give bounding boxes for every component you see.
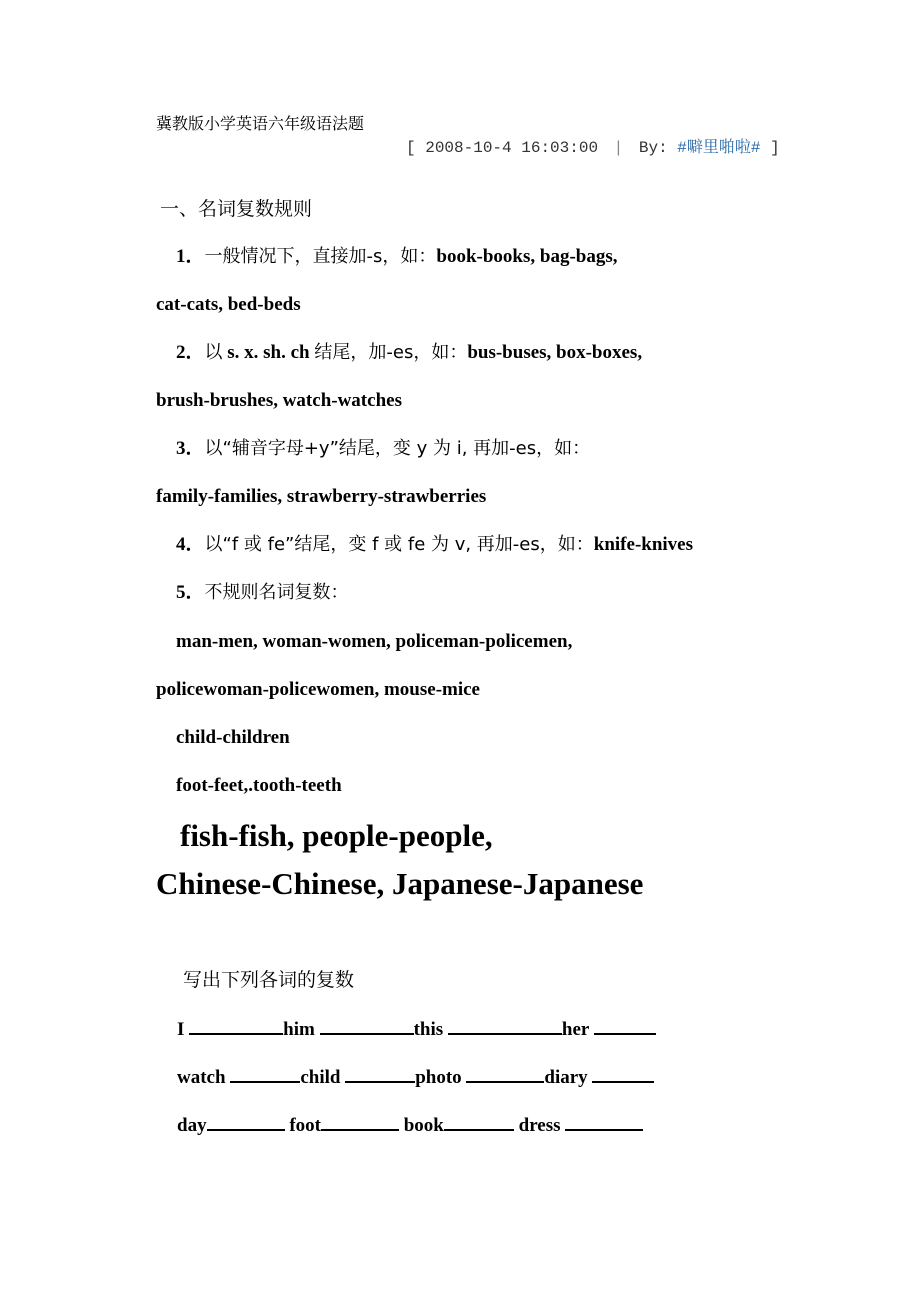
answer-blank[interactable] [466, 1064, 544, 1083]
exercise-word: watch [177, 1067, 226, 1088]
answer-blank[interactable] [320, 1016, 414, 1035]
exercise-word: foot [289, 1115, 321, 1136]
exercise-word: I [177, 1019, 185, 1040]
author-link[interactable]: #噼里啪啦# [677, 139, 761, 157]
meta-open-bracket: [ [406, 139, 416, 157]
exercise-row-1 [177, 1016, 656, 1042]
rule-letters: s. x. sh. ch [222, 342, 315, 363]
document-title: 冀教版小学英语六年级语法题 [156, 114, 365, 133]
by-label: By: [638, 139, 668, 157]
rule-examples: book-books, bag-bags, [436, 246, 618, 267]
unchanged-line: Chinese-Chinese, Japanese-Japanese [156, 866, 644, 901]
section-heading: 一、名词复数规则 [160, 198, 313, 220]
exercise-row-3 [177, 1112, 643, 1138]
meta-close-bracket: ] [770, 139, 780, 157]
answer-blank[interactable] [230, 1064, 300, 1083]
exercise-word: book [403, 1115, 444, 1136]
rule-text: 以“辅音字母+y”结尾，变 y 为 i, 再加-es，如： [204, 438, 591, 459]
rule-3 [176, 437, 590, 461]
exercise-row-2 [177, 1064, 654, 1090]
rule-number: 1． [176, 246, 205, 267]
rule-prefix: 以 [204, 342, 223, 363]
answer-blank[interactable] [444, 1112, 514, 1131]
rule-2-examples-cont: brush-brushes, watch-watches [156, 390, 402, 411]
unchanged-line: fish-fish, people-people, [180, 818, 493, 853]
exercise-word: day [177, 1115, 207, 1136]
rule-1-examples-cont: cat-cats, bed-beds [156, 294, 301, 315]
rule-examples: knife-knives [593, 534, 694, 555]
exercise-word: diary [544, 1067, 588, 1088]
answer-blank[interactable] [448, 1016, 562, 1035]
rule-text: 结尾，加-es，如： [314, 342, 468, 363]
rule-examples: bus-buses, box-boxes, [467, 342, 643, 363]
exercise-word: this [413, 1019, 444, 1040]
rule-5 [176, 581, 349, 605]
answer-blank[interactable] [189, 1016, 283, 1035]
rule-number: 4． [176, 534, 205, 555]
irregular-line: policewoman-policewomen, mouse-mice [156, 679, 480, 700]
rule-number: 3． [176, 438, 205, 459]
exercise-word: dress [518, 1115, 561, 1136]
answer-blank[interactable] [594, 1016, 656, 1035]
exercise-word: him [283, 1019, 315, 1040]
rule-4 [176, 533, 693, 557]
rule-number: 5． [176, 582, 205, 603]
exercise-heading: 写出下列各词的复数 [183, 969, 355, 991]
exercise-word: photo [415, 1067, 462, 1088]
rule-text: 不规则名词复数： [204, 582, 349, 603]
answer-blank[interactable] [592, 1064, 654, 1083]
answer-blank[interactable] [321, 1112, 399, 1131]
exercise-word: child [300, 1067, 341, 1088]
rule-2 [176, 341, 642, 365]
rule-text: 以“f 或 fe”结尾，变 f 或 fe 为 v, 再加-es，如： [204, 534, 594, 555]
irregular-line: child-children [176, 727, 290, 748]
exercise-word: her [561, 1019, 590, 1040]
rule-3-examples: family-families, strawberry-strawberries [156, 486, 487, 507]
rule-1 [176, 245, 617, 269]
answer-blank[interactable] [565, 1112, 643, 1131]
answer-blank[interactable] [207, 1112, 285, 1131]
meta-separator: | [613, 139, 624, 157]
rule-text: 一般情况下，直接加-s，如： [204, 246, 437, 267]
rule-number: 2． [176, 342, 205, 363]
irregular-line: foot-feet,.tooth-teeth [176, 775, 342, 796]
post-datetime: 2008-10-4 16:03:00 [425, 139, 599, 157]
answer-blank[interactable] [345, 1064, 415, 1083]
irregular-line: man-men, woman-women, policeman-policemen, [176, 631, 573, 652]
post-meta [406, 138, 780, 158]
